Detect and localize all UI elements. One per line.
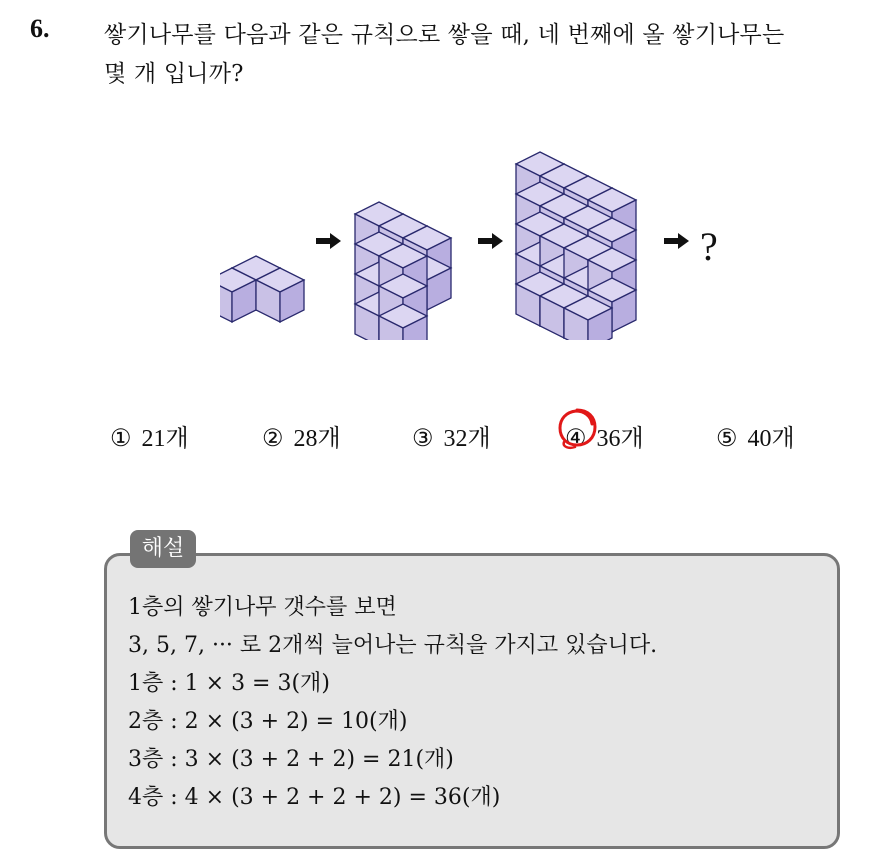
- question-text-line-1: 쌓기나무를 다음과 같은 규칙으로 쌓을 때, 네 번째에 올 쌓기나무는: [104, 22, 785, 48]
- choice-5-number: ⑤: [716, 426, 738, 452]
- arrow-icon: [316, 233, 341, 249]
- stage-1-cubes: [220, 256, 304, 322]
- choice-1[interactable]: [110, 418, 189, 453]
- arrow-icon: [478, 233, 503, 249]
- question-text-line-2: 몇 개 입니까?: [104, 61, 244, 87]
- choice-4-number: ④: [565, 426, 587, 452]
- solution-line-5: 3층 : 3 × (3 + 2 + 2) = 21(개): [128, 747, 454, 772]
- choice-1-number: ①: [110, 426, 132, 452]
- choice-2-text: 28개: [293, 426, 341, 452]
- choice-2[interactable]: [262, 418, 341, 453]
- stage-2-cubes: [355, 202, 451, 340]
- solution-line-4: 2층 : 2 × (3 + 2) = 10(개): [128, 709, 408, 734]
- choice-3[interactable]: [412, 418, 491, 453]
- solution-line-3: 1층 : 1 × 3 = 3(개): [128, 671, 330, 696]
- choice-2-number: ②: [262, 426, 284, 452]
- question-number: 6.: [30, 14, 50, 43]
- solution-line-1: 1층의 쌓기나무 갯수를 보면: [128, 595, 397, 620]
- question-mark: ?: [700, 224, 718, 269]
- solution-line-2: 3, 5, 7, ··· 로 2개씩 늘어나는 규칙을 가지고 있습니다.: [128, 633, 658, 658]
- arrow-icon: [664, 233, 689, 249]
- cube-stacking-figure: [220, 140, 750, 340]
- choice-3-number: ③: [412, 426, 434, 452]
- choice-5-text: 40개: [747, 426, 795, 452]
- answer-circle-mark: [555, 406, 599, 450]
- choice-3-text: 32개: [443, 426, 491, 452]
- choice-1-text: 21개: [141, 426, 189, 452]
- stage-3-cubes: [516, 152, 636, 340]
- choice-4-text: 36개: [596, 426, 644, 452]
- solution-line-6: 4층 : 4 × (3 + 2 + 2 + 2) = 36(개): [128, 785, 501, 810]
- choice-5[interactable]: [716, 418, 795, 453]
- solution-tag: 해설: [130, 530, 196, 568]
